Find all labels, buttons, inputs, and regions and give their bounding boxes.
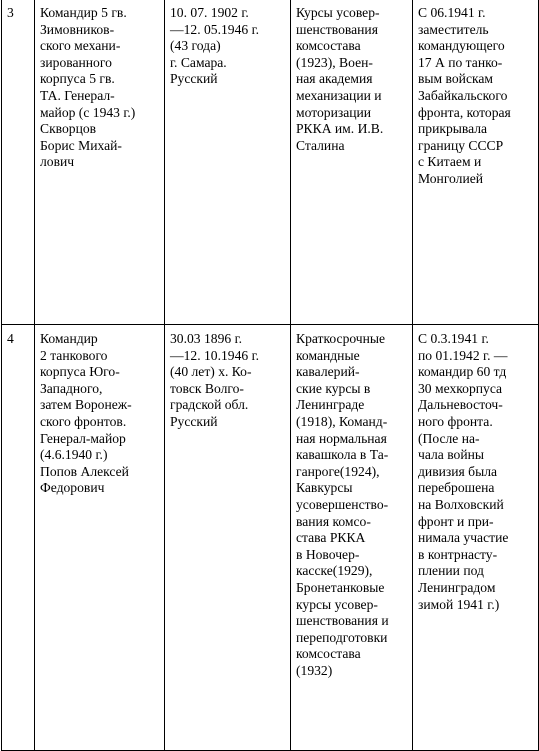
row-number: 4 <box>2 325 35 751</box>
position-cell: Командир 5 гв. Зимовников- ского механи- зированного корпуса 5 гв. ТА. Генерал- майор (с 1943 г.) Скворцов Борис Михай- лович <box>35 0 165 325</box>
life-dates-cell: 10. 07. 1902 г. —12. 05.1946 г. (43 года) г. Самара. Русский <box>165 0 291 325</box>
life-dates-cell: 30.03 1896 г. —12. 10.1946 г. (40 лет) х. Ко- товск Волго- градской обл. Русский <box>165 325 291 751</box>
service-cell: С 06.1941 г. заместитель командующего 17 А по танко- вым войскам Забайкальского фронта, которая прикрывала границу СССР с Китаем и Монголией <box>413 0 539 325</box>
service-cell: С 0.3.1941 г. по 01.1942 г. — командир 60 тд 30 мехкорпуса Дальневосточ- ного фронта. (После на- чала войны дивизия была переброшена на Волховский фронт и при- нимала участие в контрнасту- плении под Ленинградом зимой 1941 г.) <box>413 325 539 751</box>
row-number: 3 <box>2 0 35 325</box>
table-row <box>2 325 539 751</box>
table-row <box>2 0 539 325</box>
education-cell: Курсы усовер- шенствования комсостава (1923), Воен- ная академия механизации и моторизации РККА им. И.В. Сталина <box>291 0 413 325</box>
education-cell: Краткосрочные командные кавалерий- ские курсы в Ленинграде (1918), Команд- ная нормальная кавашкола в Та- ганроге(1924), Кавкурсы усовершенство- вания комсо- става РККА в Новочер- касске(1929), Бронетанковые курсы усовер- шенствования и переподготовки комсостава (1932) <box>291 325 413 751</box>
position-cell: Командир 2 танкового корпуса Юго- Западного, затем Воронеж- ского фронтов. Генерал-майор (4.6.1940 г.) Попов Алексей Федорович <box>35 325 165 751</box>
commanders-table <box>1 0 539 751</box>
